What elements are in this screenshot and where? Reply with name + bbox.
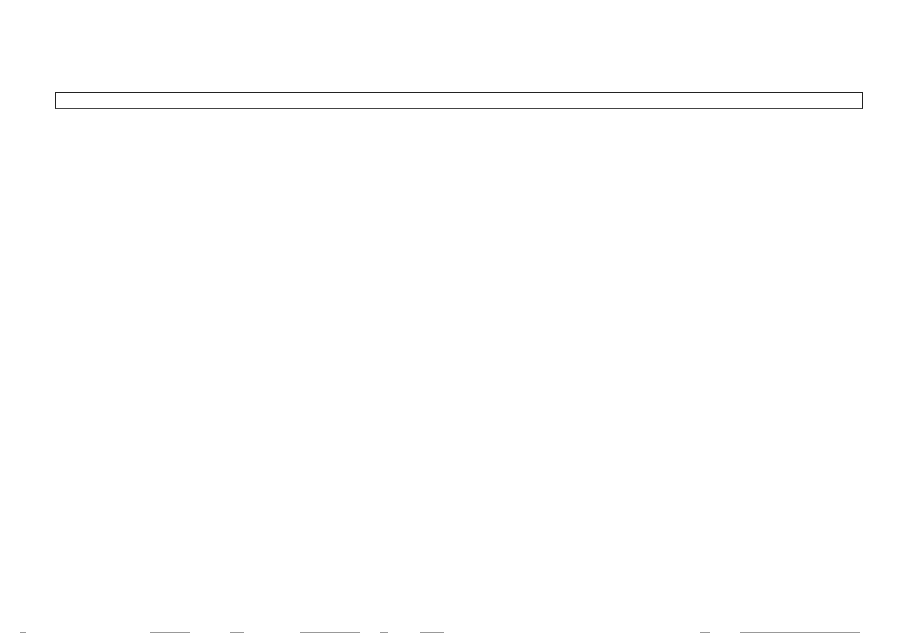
scan-noise [0, 630, 905, 636]
table-header [55, 92, 863, 109]
